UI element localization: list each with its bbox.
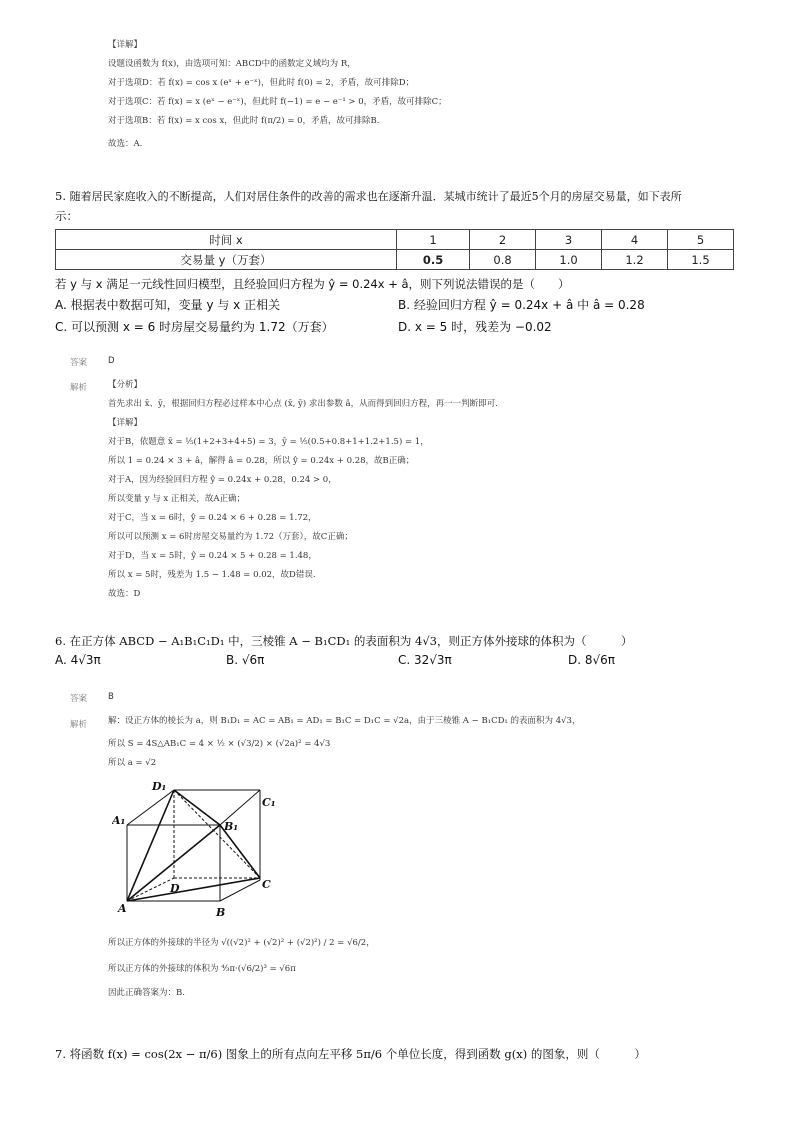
label-c: C [262,878,271,891]
analysis-line: 所以可以预测 x = 6时房屋交易量约为 1.72（万套），故C正确； [108,532,353,542]
label-d: D [170,882,180,895]
analysis-line: 所以 S = 4S△AB₁C = 4 × ½ × (√3/2) × (√2a)² = 4√3 [108,739,331,749]
analysis-line: 首先求出 x̄、ȳ，根据回归方程必过样本中心点 (x̄, ȳ) 求出参数 â，从而得到回归方程，再一一判断即可. [108,399,498,409]
q5-stem-line1: 随着居民家庭收入的不断提高，人们对居住条件的改善的需求也在逐渐升温．某城市统计了最近5个月的房屋交易量，如下表所 [69,190,682,203]
q6-analysis-post [108,934,375,1003]
label-b: B [216,906,226,919]
q5-question: 若 y 与 x 满足一元线性回归模型，且经验回归方程为 ŷ = 0.24x + â，则下列说法错误的是（ ） [55,277,570,291]
analysis-line: 所以 a = √2 [108,758,157,768]
analysis-line: 对于D，当 x = 5时，ŷ = 0.24 × 5 + 0.28 = 1.48， [108,551,317,561]
table-cell: 5 [667,230,733,250]
cube-figure [112,780,292,920]
table-cell-label: 交易量 y（万套） [56,250,397,270]
analysis-line: 所以正方体的外接球的半径为 √((√2)² + (√2)² + (√2)²) / 2 = √6/2， [108,938,375,948]
q6-analysis-pre [108,712,580,773]
analysis-line: 【详解】 [108,418,143,428]
q6-stem-text: 在正方体 ABCD − A₁B₁C₁D₁ 中，三棱锥 A − B₁CD₁ 的表面积为 4√3，则正方体外接球的体积为（ ） [69,634,633,648]
prev-solution [108,36,447,154]
q5-number: 5. [55,189,66,203]
table-cell: 0.8 [470,250,536,270]
label-b1: B₁ [224,820,239,833]
q6-answer-label: 答案 [70,694,88,704]
analysis-line: 所以 1 = 0.24 × 3 + â，解得 â = 0.28，所以 ŷ = 0.24x + 0.28，故B正确； [108,456,415,466]
q7-stem-text: 将函数 f(x) = cos(2x − π/6) 图象上的所有点向左平移 5π/6 个单位长度，得到函数 g(x) 的图象，则（ ） [69,1047,646,1061]
q7-number: 7. [55,1047,66,1061]
analysis-line: 【分析】 [108,380,143,390]
q6-option-b: B. √6π [226,653,265,667]
q6-analysis-label: 解析 [70,720,88,730]
q6-option-c: C. 32√3π [398,653,452,667]
table-cell: 1.2 [602,250,668,270]
table-cell: 4 [602,230,668,250]
q5-option-d: D. x = 5 时，残差为 −0.02 [398,320,552,334]
q5-analysis [108,376,498,604]
q6-stem [55,633,632,649]
q5-data-table [55,229,734,270]
prev-solution-line: 对于选项B：若 f(x) = x cos x，但此时 f(π/2) = 0，矛盾，故可排除B. [108,116,380,126]
q5-option-a: A. 根据表中数据可知，变量 y 与 x 正相关 [55,298,281,312]
q5-stem-line2: 示： [55,209,78,223]
table-cell: 1 [397,230,470,250]
q6-option-a: A. 4√3π [55,653,101,667]
prev-solution-line: 设题设函数为 f(x)，由选项可知：ABCD中的函数定义域均为 R， [108,59,356,69]
table-cell: 1.5 [667,250,733,270]
label-d1: D₁ [152,780,167,793]
prev-solution-heading: 【详解】 [108,40,143,50]
q6-answer: B [108,692,114,702]
prev-solution-line: 对于选项D：若 f(x) = cos x (eˣ + e⁻ˣ)，但此时 f(0) = 2，矛盾，故可排除D； [108,78,415,88]
analysis-line: 所以 x = 5时，残差为 1.5 − 1.48 = 0.02，故D错误. [108,570,316,580]
table-row [56,230,734,250]
analysis-line: 对于B，依题意 x̄ = ⅕(1+2+3+4+5) = 3，ȳ = ⅕(0.5+0.8+1+1.2+1.5) = 1， [108,437,429,447]
q6-option-d: D. 8√6π [568,653,616,667]
q5-stem [55,188,745,224]
table-row [56,250,734,270]
q5-option-c: C. 可以预测 x = 6 时房屋交易量约为 1.72（万套） [55,320,334,334]
label-c1: C₁ [262,796,276,809]
q5-option-b: B. 经验回归方程 ŷ = 0.24x + â 中 â = 0.28 [398,298,645,312]
analysis-line: 对于A，因为经验回归方程 ŷ = 0.24x + 0.28，0.24 > 0， [108,475,337,485]
q6-number: 6. [55,634,66,648]
table-cell: 1.0 [536,250,602,270]
table-cell: 0.5 [397,250,470,270]
analysis-line: 因此正确答案为：B. [108,988,185,998]
analysis-line: 故选：D [108,589,141,599]
q5-answer-label: 答案 [70,358,88,368]
label-a1: A₁ [112,814,126,827]
analysis-line: 所以变量 y 与 x 正相关，故A正确； [108,494,246,504]
analysis-line: 对于C，当 x = 6时，ŷ = 0.24 × 6 + 0.28 = 1.72， [108,513,317,523]
table-cell: 2 [470,230,536,250]
q5-answer: D [108,356,115,366]
prev-solution-line: 故选：A. [108,139,143,149]
label-a: A [118,902,127,915]
prev-solution-line: 对于选项C：若 f(x) = x (eˣ − e⁻ˣ)，但此时 f(−1) = e − e⁻¹ > 0，矛盾，故可排除C； [108,97,447,107]
analysis-line: 所以正方体的外接球的体积为 ⁴⁄₃π·(√6/2)³ = √6π [108,964,296,974]
table-cell: 3 [536,230,602,250]
analysis-line: 解：设正方体的棱长为 a，则 B₁D₁ = AC = AB₁ = AD₁ = B₁C = D₁C = √2a，由于三棱锥 A − B₁CD₁ 的表面积为 4√3， [108,716,581,726]
table-cell-label: 时间 x [56,230,397,250]
q7-stem [55,1046,646,1062]
q5-analysis-label: 解析 [70,383,88,393]
